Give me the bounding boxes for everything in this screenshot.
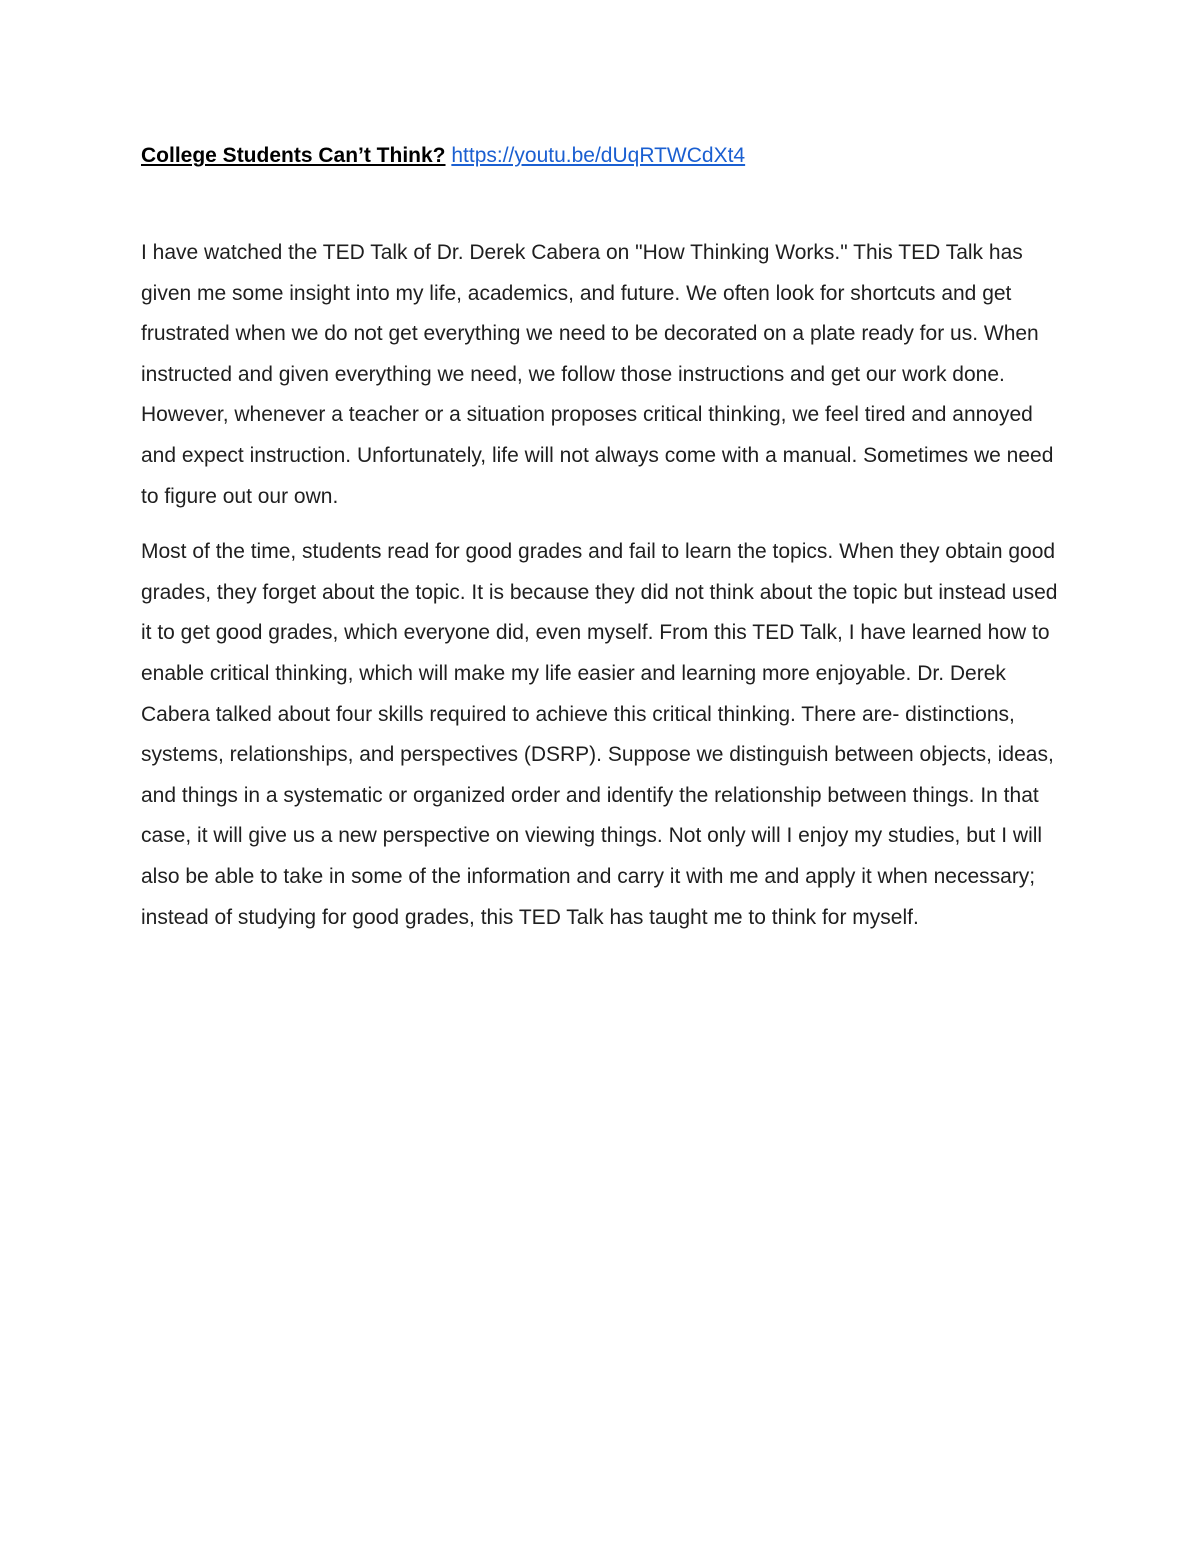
paragraph-2: Most of the time, students read for good grades and fail to learn the topics. When they obtain good grades, they forget about the topic. It is because they did not think about the topic but instead used it to get good grades, which everyone did, even myself. From this TED Talk, I have learned how to enable critical thinking, which will make my life easier and learning more enjoyable. Dr. Derek Cabera talked about four skills required to achieve this critical thinking. There are- distinctions, systems, relationships, and perspectives (DSRP). Suppose we distinguish between objects, ideas, and things in a systematic or organized order and identify the relationship between things. In that case, it will give us a new perspective on viewing things. Not only will I enjoy my studies, but I will also be able to take in some of the information and carry it with me and apply it when necessary; instead of studying for good grades, this TED Talk has taught me to think for myself. <box>141 540 1058 929</box>
paragraph-1: I have watched the TED Talk of Dr. Derek Cabera on "How Thinking Works." This TED Talk has given me some insight into my life, academics, and future. We often look for shortcuts and get frustrated when we do not get everything we need to be decorated on a plate ready for us. When instructed and given everything we need, we follow those instructions and get our work done. However, whenever a teacher or a situation proposes critical thinking, we feel tired and annoyed and expect instruction. Unfortunately, life will not always come with a manual. Sometimes we need to figure out our own. <box>141 241 1054 508</box>
document-title: College Students Can’t Think? <box>141 144 446 167</box>
title-line <box>141 138 1059 174</box>
video-link[interactable]: https://youtu.be/dUqRTWCdXt4 <box>451 144 746 167</box>
document-body <box>141 138 1059 938</box>
